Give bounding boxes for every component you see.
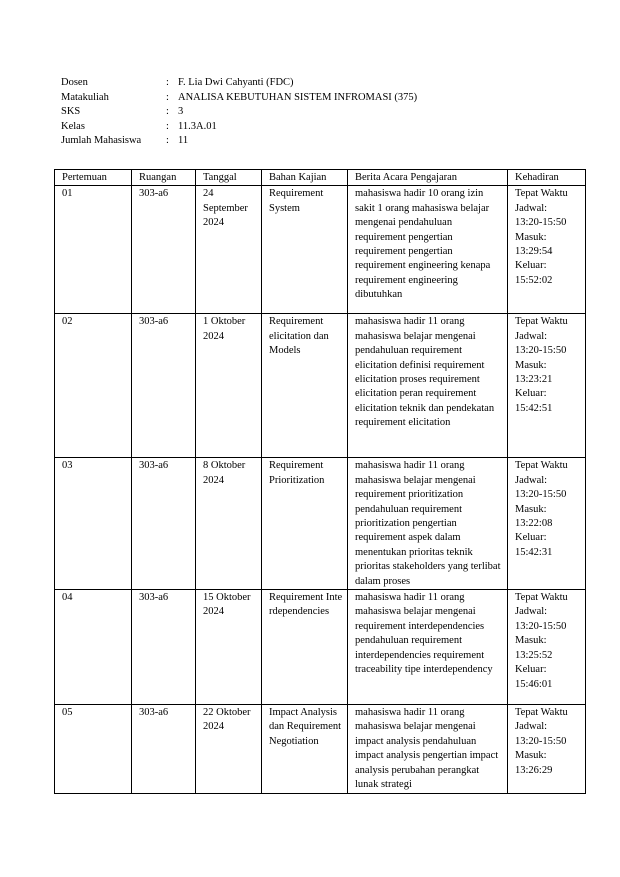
info-row-matakuliah [61,91,417,106]
cell-bahan-kajian: Requirement Prioritization [262,458,348,590]
info-row-jumlah-mahasiswa [61,134,417,149]
info-value: 3 [178,106,184,118]
cell-tanggal: 24 September 2024 [196,186,262,314]
cell-pertemuan: 05 [55,705,132,793]
kehadiran-jadwal-value: 13:20-15:50 [515,620,567,632]
kehadiran-masuk-label: Masuk: [515,503,547,515]
info-row-sks [61,105,417,120]
kehadiran-keluar-value: 15:46:01 [515,678,553,690]
cell-berita-acara: mahasiswa hadir 11 orang mahasiswa belajar mengenai requirement prioritization pendahuluan requirement prioritization pengertian requirement aspek dalam menentukan prioritas teknik prioritas stakeholders yang terlibat dalam proses [348,458,508,590]
cell-pertemuan: 04 [55,590,132,705]
kehadiran-masuk-value: 13:25:52 [515,649,553,661]
info-separator: : [166,106,169,118]
kehadiran-masuk-value: 13:29:54 [515,246,553,258]
table-row [55,458,586,590]
kehadiran-jadwal-label: Jadwal: [515,202,548,214]
cell-kehadiran [508,590,586,705]
table-header-row [55,170,586,186]
kehadiran-keluar-label: Keluar: [515,260,547,272]
info-separator: : [166,91,169,103]
table-row [55,590,586,705]
cell-tanggal: 22 Oktober 2024 [196,705,262,793]
kehadiran-status: Tepat Waktu [515,316,568,328]
cell-ruangan: 303-a6 [132,590,196,705]
table-row [55,186,586,314]
cell-ruangan: 303-a6 [132,705,196,793]
cell-bahan-kajian: Impact Analysis dan Requirement Negotiation [262,705,348,793]
course-info [61,76,417,149]
kehadiran-keluar-value: 15:42:51 [515,402,553,414]
cell-berita-acara: mahasiswa hadir 10 orang izin sakit 1 orang mahasiswa belajar mengenai pendahuluan requirement pengertian requirement pengertian requirement engineering kenapa requirement engineering dibutuhkan [348,186,508,314]
info-value: 11 [178,135,189,147]
cell-pertemuan: 03 [55,458,132,590]
header-ruangan: Ruangan [132,170,196,186]
kehadiran-masuk-label: Masuk: [515,231,547,243]
cell-berita-acara: mahasiswa hadir 11 orang mahasiswa belajar mengenai impact analysis pendahuluan impact analysis pengertian impact analysis perubahan perangkat lunak strategi [348,705,508,793]
kehadiran-keluar-value: 15:42:31 [515,546,553,558]
info-label: Dosen [61,77,88,88]
kehadiran-masuk-label: Masuk: [515,635,547,647]
kehadiran-masuk-label: Masuk: [515,750,547,762]
header-berita-acara: Berita Acara Pengajaran [348,170,508,186]
cell-tanggal: 15 Oktober 2024 [196,590,262,705]
kehadiran-status: Tepat Waktu [515,460,568,472]
kehadiran-keluar-label: Keluar: [515,664,547,676]
info-separator: : [166,77,169,88]
kehadiran-jadwal-value: 13:20-15:50 [515,217,567,229]
kehadiran-jadwal-label: Jadwal: [515,721,548,733]
kehadiran-keluar-label: Keluar: [515,388,547,400]
cell-pertemuan: 02 [55,314,132,458]
kehadiran-jadwal-label: Jadwal: [515,474,548,486]
cell-tanggal: 1 Oktober 2024 [196,314,262,458]
info-label: Matakuliah [61,91,109,103]
cell-ruangan: 303-a6 [132,458,196,590]
cell-ruangan: 303-a6 [132,186,196,314]
table-row [55,705,586,793]
header-pertemuan: Pertemuan [55,170,132,186]
cell-berita-acara: mahasiswa hadir 11 orang mahasiswa belajar mengenai requirement interdependencies pendahuluan requirement interdependencies requirement traceability tipe interdependency [348,590,508,705]
cell-kehadiran [508,186,586,314]
cell-berita-acara: mahasiswa hadir 11 orang mahasiswa belajar mengenai pendahuluan requirement elicitation definisi requirement elicitation proses requirement elicitation peran requirement elicitation teknik dan pendekatan requirement elicitation [348,314,508,458]
info-value: ANALISA KEBUTUHAN SISTEM INFROMASI (375) [178,91,418,103]
kehadiran-jadwal-value: 13:20-15:50 [515,735,567,747]
header-bahan-kajian: Bahan Kajian [262,170,348,186]
cell-pertemuan: 01 [55,186,132,314]
cell-ruangan: 303-a6 [132,314,196,458]
kehadiran-status: Tepat Waktu [515,592,568,604]
info-value: 11.3A.01 [178,120,217,132]
cell-bahan-kajian: Requirement System [262,186,348,314]
cell-bahan-kajian: Requirement elicitation dan Models [262,314,348,458]
kehadiran-keluar-value: 15:52:02 [515,274,553,286]
kehadiran-masuk-value: 13:23:21 [515,374,553,386]
info-label: SKS [61,106,81,118]
kehadiran-jadwal-label: Jadwal: [515,606,548,618]
info-row-kelas [61,120,417,135]
kehadiran-status: Tepat Waktu [515,188,568,200]
info-label: Jumlah Mahasiswa [61,135,142,147]
kehadiran-masuk-value: 13:26:29 [515,764,553,776]
cell-tanggal: 8 Oktober 2024 [196,458,262,590]
kehadiran-jadwal-value: 13:20-15:50 [515,489,567,501]
info-row-dosen [61,76,417,91]
cell-bahan-kajian: Requirement Interdependencies [262,590,348,705]
kehadiran-jadwal-value: 13:20-15:50 [515,345,567,357]
info-separator: : [166,135,169,147]
kehadiran-masuk-label: Masuk: [515,359,547,371]
table-row [55,314,586,458]
kehadiran-status: Tepat Waktu [515,707,568,719]
info-value: F. Lia Dwi Cahyanti (FDC) [178,77,294,88]
cell-kehadiran [508,705,586,793]
info-label: Kelas [61,120,85,132]
kehadiran-keluar-label: Keluar: [515,532,547,544]
header-tanggal: Tanggal [196,170,262,186]
kehadiran-jadwal-label: Jadwal: [515,330,548,342]
header-kehadiran: Kehadiran [508,170,586,186]
info-separator: : [166,120,169,132]
attendance-table [54,169,586,794]
kehadiran-masuk-value: 13:22:08 [515,518,553,530]
cell-kehadiran [508,314,586,458]
cell-kehadiran [508,458,586,590]
